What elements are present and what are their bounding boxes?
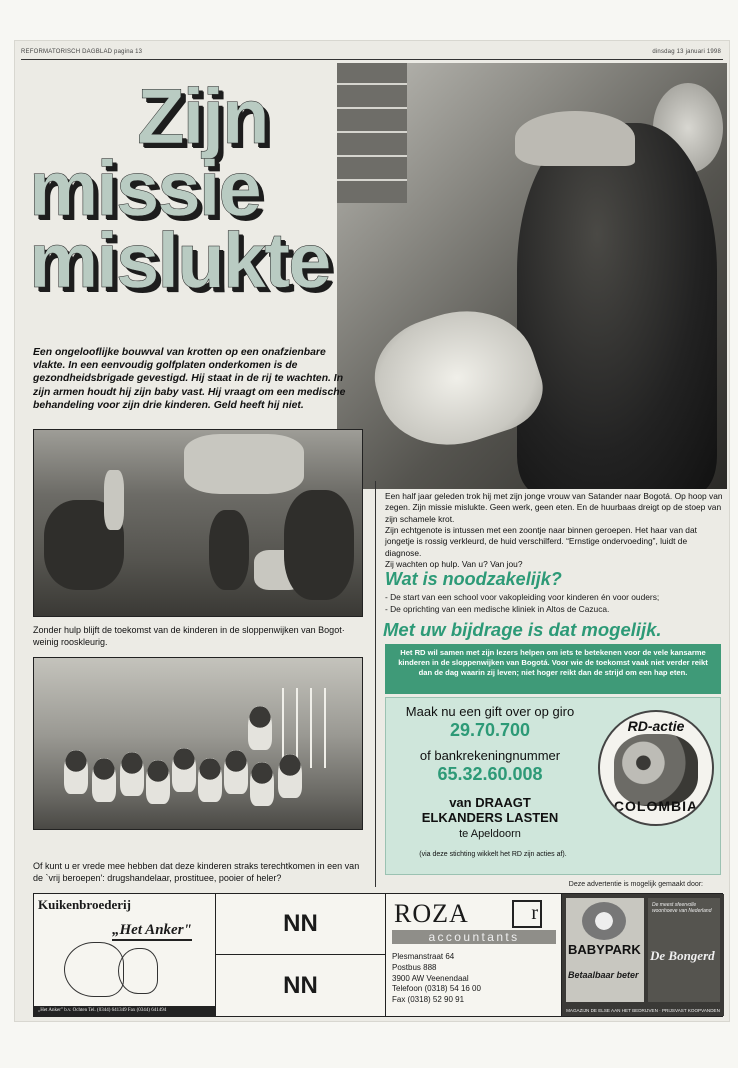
column-rule [375, 481, 376, 887]
babypark-name: BABYPARK [568, 942, 641, 957]
kids-caption: Of kunt u er vrede mee hebben dat deze kinderen straks terechtkomen in een van de `vrij beroepen': drugshandelaar, prostituee, pooier of heler? [33, 861, 360, 883]
photo-kid [146, 760, 170, 804]
org-van: van DRAAGT [449, 795, 531, 810]
running-head-left: REFORMATORISCH DAGBLAD pagina 13 [21, 49, 143, 55]
photo-kid [120, 752, 144, 796]
org-city: te Apeldoorn [459, 828, 521, 840]
sponsor-roza [386, 894, 562, 1016]
body-paragraph-3: Zij wachten op hulp. Van u? Van jou? [385, 559, 523, 570]
roza-address-line: Telefoon (0318) 54 16 00 [392, 984, 481, 994]
nn-box-1: NN [216, 894, 385, 955]
giro-number: 29.70.700 [449, 720, 531, 740]
photo-crib-rail [310, 688, 312, 768]
roza-name: ROZA [394, 899, 469, 928]
kuiken-footer: „Het Anker" b.v. Ochten Tel. (0344) 641349 Fax (0344) 641494 [34, 1006, 215, 1016]
hen-icon [64, 942, 124, 997]
sponsor-kuikenbroederij [34, 894, 216, 1016]
ad-credit: Deze advertentie is mogelijk gemaakt door: [568, 881, 703, 888]
sponsor-nn [216, 894, 386, 1016]
bongerd-tagline: De meest sfeervolle woonhoeve van Nederland [652, 902, 712, 914]
babypark-panel [566, 898, 644, 1002]
bank-number: 65.32.60.008 [437, 764, 543, 784]
headline [29, 72, 449, 304]
header-rule [21, 59, 723, 60]
photo-child [104, 470, 124, 530]
org-title: ELKANDERS LASTEN [421, 809, 559, 825]
bank-label: of bankrekeningnummer [419, 748, 561, 763]
appeal-box: Het RD wil samen met zijn lezers helpen om iets te betekenen voor de vele kansarme kinderen in de sloppenwijken van Bogotá. Voor wie de toekomst vaak niet verder reikt dan de dag waarin zij leven; niet hoger reikt dan de strijd om een hap eten. [385, 644, 721, 694]
roza-mark: r [512, 900, 542, 928]
sponsor-strip [33, 893, 723, 1017]
headline-line-1: Zijn [137, 72, 268, 160]
photo-cap [515, 111, 635, 166]
photo-person [284, 490, 354, 600]
needs-item-clinic: - De oprichting van een medische kliniek in Altos de Cazuca. [385, 603, 610, 614]
org-name [390, 796, 590, 825]
photo-kid [64, 750, 88, 794]
seal-photo [614, 734, 698, 806]
slum-caption: Zonder hulp blijft de toekomst van de kinderen in de sloppenwijken van Bogot· weinig rooskleurig. [33, 625, 345, 647]
rd-actie-seal [598, 710, 714, 826]
kuiken-name: Kuikenbroederij [38, 897, 131, 912]
babypark-footer: MAGAZIJN DE ELSE AAN HET BEDRIJVEN · PRIJSVAST KOOPVANDEN [566, 1008, 720, 1013]
photo-kid [172, 748, 196, 792]
headline-line-3: mislukte [29, 215, 330, 304]
photo-kid [198, 758, 222, 802]
kuiken-brand: „Het Anker" [112, 922, 192, 941]
roza-address-line: Postbus 888 [392, 962, 437, 972]
seal-bottom-text: COLOMBIA [613, 798, 699, 814]
hen-icon [118, 948, 158, 994]
nn-box-2: NN [283, 971, 318, 999]
headline-line-2: missie [29, 143, 260, 232]
needs-list [385, 592, 727, 616]
photo-man [517, 123, 717, 489]
lede-paragraph: Een ongelooflijke bouwval van krotten op een onafzienbare vlakte. In een eenvoudig golfplaten onderkomen is de gezondheidsbrigade gevestigd. Hij staat in de rij te wachten. In zijn armen houdt hij zijn baby vast. Hij vraagt om een medische behandeling voor zijn drie kinderen. Geld heeft hij niet. [33, 347, 346, 411]
running-head-right: dinsdag 13 januari 1998 [652, 49, 721, 55]
donation-ad [385, 697, 721, 875]
babypark-logo-icon [582, 902, 626, 940]
seal-top-text: RD-actie [627, 718, 685, 734]
slum-photo [33, 429, 363, 617]
photo-wall [184, 434, 304, 494]
wat-heading: Wat is noodzakelijk? [385, 569, 562, 589]
article-body [385, 491, 725, 570]
body-paragraph-1: Een half jaar geleden trok hij met zijn jonge vrouw van Satander naar Bogotá. Op hoop van zegen. Zijn missie mislukte. Geen werk, geen eten. En de huurbaas dreigt op de stoep van zijn schamele krot. [385, 491, 723, 524]
roza-address [392, 952, 481, 1006]
photo-kid [92, 758, 116, 802]
giro-label: Maak nu een gift over op giro [405, 704, 575, 719]
photo-kid [250, 762, 274, 806]
org-note: (via deze stichting wikkelt het RD zijn acties af). [419, 851, 567, 858]
needs-item-school: - De start van een school voor vakopleiding voor kinderen én voor ouders; [385, 592, 660, 602]
photo-kid [224, 750, 248, 794]
roza-address-line: 3900 AW Veenendaal [392, 973, 469, 983]
newspaper-page [14, 40, 730, 1022]
bongerd-panel [648, 898, 720, 1002]
bongerd-name: De Bongerd [650, 948, 715, 963]
kids-photo [33, 657, 363, 830]
roza-address-line: Fax (0318) 52 90 91 [392, 995, 465, 1005]
met-heading: Met uw bijdrage is dat mogelijk. [383, 619, 662, 640]
photo-crib-rail [324, 688, 326, 768]
roza-sub: accountants [392, 930, 556, 944]
babypark-slogan: Betaalbaar beter [568, 970, 639, 980]
body-paragraph-2: Zijn echtgenote is intussen met een zoontje naar binnen geroepen. Het haar van dat jongetje is rossig verkleurd, de huid verschilferd. “Ernstige ondervoeding”, luidt de diagnose. [385, 525, 697, 558]
photo-person [209, 510, 249, 590]
photo-kid [278, 754, 302, 798]
roza-address-line: Plesmanstraat 64 [392, 952, 455, 961]
photo-kid [248, 706, 272, 750]
sponsor-babypark [562, 894, 724, 1016]
